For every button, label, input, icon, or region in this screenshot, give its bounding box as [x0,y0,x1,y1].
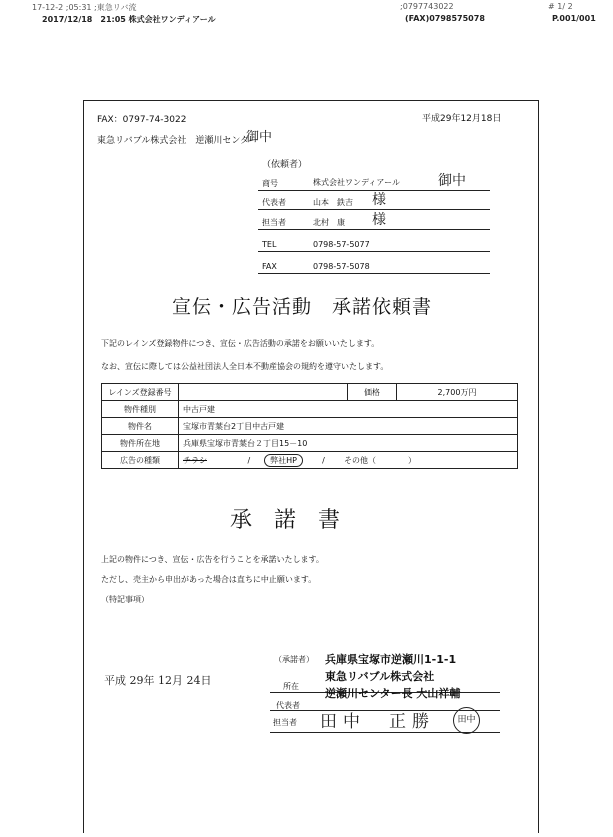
consenter-person: 田中 正勝 [320,712,435,732]
document-title: 宣伝・広告活動 承諾依頼書 [172,296,433,318]
consenter-rep: 逆瀬川センター長 大山祥輔 [325,687,461,700]
reins-label: レインズ登録番号 [102,384,179,401]
requester-person: 北村 康 [313,218,345,227]
requester-rep-honorific: 様 [372,192,386,208]
requester-company-honorific: 御中 [438,173,466,189]
fax-header-line1-mid: ;0797743022 [400,2,454,11]
price-value: 2,700万円 [397,384,518,401]
fax-header-line1-left: 17-12-2 ;05:31 ;東急リバ流 [32,3,137,12]
requester-fax: 0798-57-5078 [313,262,370,271]
requester-fax-label: FAX [262,262,277,271]
requester-person-honorific: 様 [372,212,386,228]
consent-line-1: 上記の物件につき、宣伝・広告を行うことを承諾いたします。 [101,555,324,564]
media-website-circled: 弊社HP [264,454,303,467]
reins-value [179,384,348,401]
requester-person-label: 担当者 [262,218,286,227]
type-value: 中古戸建 [179,401,518,418]
media-other: その他（ ） [344,455,417,465]
property-table [101,383,518,469]
seal-stamp-text: 田中 [457,715,476,725]
addressee-honorific: 御中 [246,130,273,145]
requester-header: （依頼者） [262,160,308,170]
consenter-company: 東急リバブル株式会社 [325,670,435,683]
requester-rep-label: 代表者 [262,198,286,207]
fax-header-line2-right: P.001/001 [552,14,596,23]
requester-tel-label: TEL [262,240,277,249]
name-label: 物件名 [102,418,179,435]
fax-header-line1-right: # 1/ 2 [548,2,573,11]
consenter-header: （承諾者） [274,655,314,664]
consent-title: 承 諾 書 [230,508,341,533]
special-notes-label: （特記事項） [101,595,149,604]
media-flyer-crossed: チラシ [183,455,207,465]
requester-company: 株式会社ワンディアール [313,178,400,187]
table-row [102,418,518,435]
media-label: 広告の種類 [102,452,179,469]
media-options: チラシ / 弊社HP / その他（ ） [179,452,518,469]
price-label: 価格 [348,384,397,401]
consent-line-2: ただし、売主から申出があった場合は直ちに中止願います。 [101,575,317,584]
fax-header-line2-left: 2017/12/18 21:05 株式会社ワンディアール [42,15,216,24]
consenter-person-label: 担当者 [273,718,297,727]
requester-rep: 山本 鉄吉 [313,198,353,207]
table-row [102,401,518,418]
document-date: 平成29年12月18日 [422,114,502,124]
fax-number: FAX：0797-74-3022 [97,115,187,125]
intro-line-1: 下記のレインズ登録物件につき、宣伝・広告活動の承諾をお願いいたします。 [101,339,380,348]
consenter-address-label: 所在 [283,682,299,691]
consenter-address: 兵庫県宝塚市逆瀬川1-1-1 [325,653,457,666]
addressee: 東急リバブル株式会社 逆瀬川センター [97,136,259,146]
requester-company-label: 商号 [262,179,278,188]
location-value: 兵庫県宝塚市青葉台２丁目15－10 [179,435,518,452]
requester-tel: 0798-57-5077 [313,240,370,249]
table-row [102,435,518,452]
consenter-rep-label: 代表者 [276,701,300,710]
fax-header-line2-mid: (FAX)0798575078 [405,14,485,23]
name-value: 宝塚市青葉台2丁目中古戸建 [179,418,518,435]
seal-stamp [453,707,480,734]
table-row [102,452,518,469]
consent-date: 平成 29年 12月 24日 [104,674,212,687]
type-label: 物件種別 [102,401,179,418]
location-label: 物件所在地 [102,435,179,452]
table-row [102,384,518,401]
intro-line-2: なお、宣伝に際しては公益社団法人全日本不動産協会の規約を遵守いたします。 [101,362,389,371]
